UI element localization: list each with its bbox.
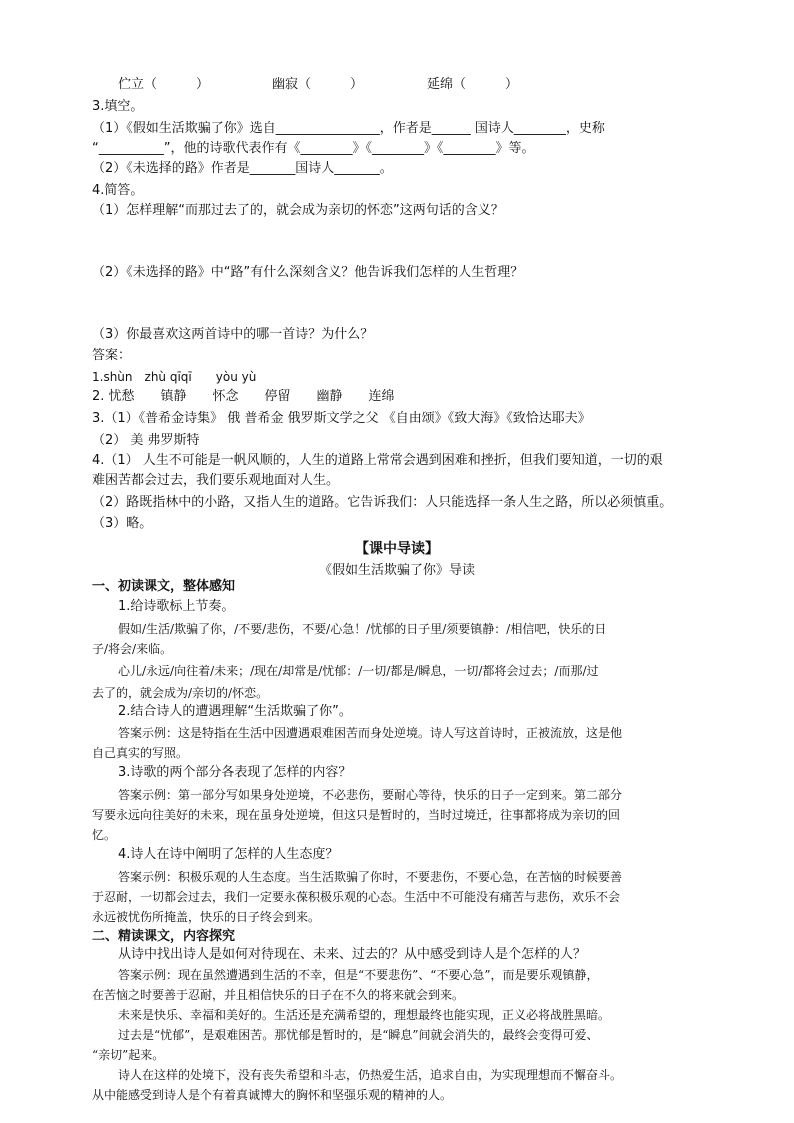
part2-answer-line-3: 未来是快乐、幸福和美好的。生活还是充满希望的，理想最终也能实现，正义必将战胜黑暗。 <box>118 1008 611 1022</box>
answer-3b: （2） 美 弗罗斯特 <box>92 433 200 448</box>
q3-heading: 3.填空。 <box>92 99 144 114</box>
part1-q1: 1.给诗歌标上节奏。 <box>118 599 235 614</box>
answer-2: 2. 忧愁 镇静 怀念 停留 幽静 连绵 <box>92 389 395 404</box>
answer-4-3: （3）略。 <box>92 516 153 531</box>
part1-a2-line-1: 答案示例：这是特指在生活中因遭遇艰难困苦而身处逆境。诗人写这首诗时，正被流放，这是他 <box>118 726 623 740</box>
part2-answer-line-6: 诗人在这样的处境下，没有丧失希望和斗志，仍热爱生活，追求自由，为实现理想而不懈奋斗。 <box>118 1068 623 1082</box>
part2-heading: 二、精读课文，内容探究 <box>92 929 236 944</box>
part2-answer-line-5: “亲切”起来。 <box>92 1048 165 1062</box>
poem-line-2a: 心儿/永远/向往着/未来；/现在/却常是/忧郁：/一切/都是/瞬息，一切/都将会过去；/而那/过 <box>118 664 599 678</box>
part1-a3-line-1: 答案示例：第一部分写如果身处逆境，不必悲伤，要耐心等待，快乐的日子一定到来。第二部分 <box>118 788 623 802</box>
q4-question-1: （1）怎样理解“而那过去了的，就会成为亲切的怀恋”这两句话的含义？ <box>92 203 504 218</box>
part2-answer-line-7: 从中能感受到诗人是个有着真诚博大的胸怀和坚强乐观的精神的人。 <box>92 1088 453 1102</box>
q4-question-3: （3）你最喜欢这两首诗中的哪一首诗？为什么？ <box>92 327 374 342</box>
q2-word-2: 幽寂（ ） <box>272 77 364 92</box>
part2-answer-line-1: 答案示例：现在虽然遭遇到生活的不幸，但是“不要悲伤”、“不要心急”，而是要乐观镇静， <box>118 968 599 982</box>
part2-answer-line-2: 在苦恼之时要善于忍耐，并且相信快乐的日子在不久的将来就会到来。 <box>92 988 465 1002</box>
part1-q3: 3.诗歌的两个部分各表现了怎样的内容？ <box>118 765 352 780</box>
answers-label: 答案： <box>92 348 132 363</box>
q2-word-row-2 <box>272 76 363 94</box>
part1-a2-line-2: 自己真实的写照。 <box>92 746 189 760</box>
section-title: 【课中导读】 <box>355 541 439 557</box>
q3-line-2: “__________”，他的诗歌代表作有《________》《________》《________》等。 <box>92 141 535 156</box>
part1-q2: 2.结合诗人的遭遇理解“生活欺骗了你”。 <box>118 704 352 719</box>
part1-q4: 4.诗人在诗中阐明了怎样的人生态度？ <box>118 847 339 862</box>
answer-3: 3.（1）《普希金诗集》 俄 普希金 俄罗斯文学之父 《自由颂》《致大海》《致恰达耶夫》 <box>92 411 591 426</box>
q2-word-row <box>118 76 209 94</box>
q3-line-3: （2）《未选择的路》作者是_______国诗人_______。 <box>92 161 393 176</box>
q2-word-3: 延绵（ ） <box>427 77 519 92</box>
q2-word-row-3 <box>427 76 518 94</box>
q2-word-1: 伫立（ ） <box>118 77 210 92</box>
section-subtitle: 《假如生活欺骗了你》导读 <box>318 563 475 578</box>
poem-line-1b: 子/将会/来临。 <box>92 642 173 656</box>
part1-a4-line-2: 于忍耐，一切都会过去，我们一定要永葆积极乐观的心态。生活中不可能没有痛苦与悲伤，欢乐不会 <box>92 890 621 904</box>
part2-answer-line-4: 过去是“忧郁”，是艰难困苦。那忧郁是暂时的，是“瞬息”间就会消失的，最终会变得可爱、 <box>118 1028 599 1042</box>
part1-a3-line-3: 忆。 <box>92 828 117 842</box>
answer-4-1: 4.（1） 人生不可能是一帆风顺的，人生的道路上常常会遇到困难和挫折，但我们要知道，一切的艰 <box>92 453 663 468</box>
answer-4-1b: 难困苦都会过去，我们要乐观地面对人生。 <box>92 473 340 488</box>
part1-heading: 一、初读课文，整体感知 <box>92 579 236 594</box>
poem-line-2b: 去了的，就会成为/亲切的/怀恋。 <box>92 686 269 700</box>
answer-1: 1.shùn zhù qīqī yòu yù <box>92 370 257 384</box>
part1-a4-line-3: 永远被忧伤所掩盖，快乐的日子终会到来。 <box>92 910 321 924</box>
q4-question-2: （2）《未选择的路》中“路”有什么深刻含义？他告诉我们怎样的人生哲理？ <box>92 265 524 280</box>
poem-line-1a: 假如/生活/欺骗了你，/不要/悲伤，不要/心急！/忧郁的日子里/须要镇静：/相信吧，快乐的日 <box>118 622 607 636</box>
q3-line-1: （1）《假如生活欺骗了你》选自________________，作者是______ 国诗人________，史称 <box>92 121 605 136</box>
part1-a4-line-1: 答案示例：积极乐观的人生态度。当生活欺骗了你时，不要悲伤，不要心急，在苦恼的时候要善 <box>118 870 623 884</box>
part1-a3-line-2: 写要永远向往美好的未来，现在虽身处逆境，但这只是暂时的，当时过境迁，往事都将成为亲切的回 <box>92 808 621 822</box>
part2-question: 从诗中找出诗人是如何对待现在、未来、过去的？从中感受到诗人是个怎样的人？ <box>118 947 587 962</box>
q4-heading: 4.简答。 <box>92 183 144 198</box>
answer-4-2: （2）路既指林中的小路，又指人生的道路。它告诉我们：人只能选择一条人生之路，所以必须慎重。 <box>92 495 673 510</box>
